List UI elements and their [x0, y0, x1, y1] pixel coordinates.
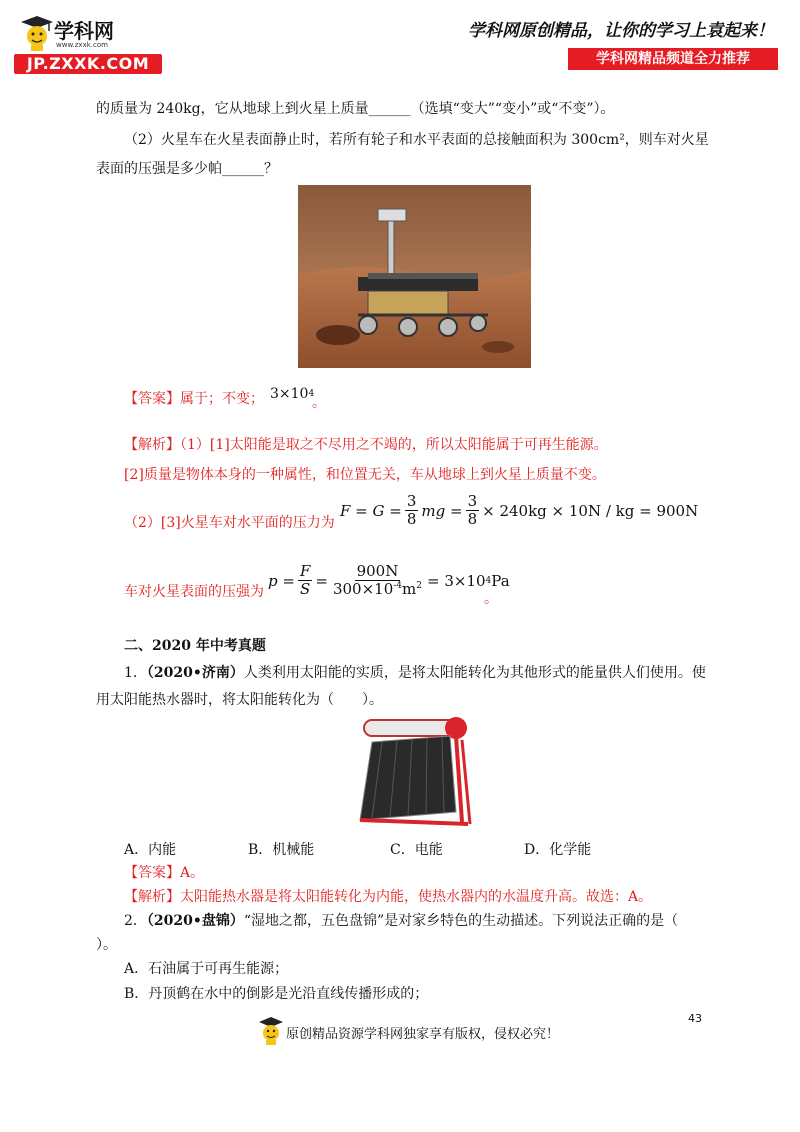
site-logo: [14, 14, 164, 74]
q2-option-b: B．丹顶鹤在水中的倒影是光沿直线传播形成的；: [124, 986, 429, 1002]
text-line: ）。: [96, 937, 117, 953]
channel-badge: 学科网精品频道全力推荐: [568, 48, 778, 70]
section-title: 二、2020 年中考真题: [124, 638, 266, 654]
formula-rest: × 240kg × 10N / kg = 900N: [482, 501, 699, 520]
logo-url: www.zxxk.com: [56, 41, 108, 49]
answer-end: 。: [312, 395, 326, 411]
analysis-line: （2）[3]火星车对水平面的压力为: [124, 515, 335, 531]
formula-eq: =: [315, 571, 328, 590]
analysis-line: [2]质量是物体本身的一种属性，和位置无关，车从地球上到火星上质量不变。: [124, 467, 606, 483]
option-c: C．电能: [390, 842, 443, 858]
answer-formula: [270, 386, 314, 402]
mascot-icon: [258, 1016, 284, 1046]
formula-force: [340, 493, 698, 529]
q2-option-a: A．石油属于可再生能源；: [124, 961, 289, 977]
page-number: 43: [688, 1012, 702, 1025]
text-line: （2）火星车在火星表面静止时，若所有轮子和水平表面的总接触面积为 300cm²，则车对火星: [124, 132, 709, 148]
q1-answer: 【答案】A。: [124, 865, 205, 881]
mars-rover-image: [298, 185, 531, 368]
analysis-line: 【解析】（1）[1]太阳能是取之不尽用之不竭的，所以太阳能属于可再生能源。: [124, 437, 608, 453]
formula-lhs: F = G =: [340, 501, 402, 520]
text-line: 表面的压强是多少帕______？: [96, 161, 278, 177]
question-source: （2020•盘锦）: [146, 913, 244, 929]
fraction: $\frac{900N}{300\times 10^{-4}m^2}$: [332, 562, 422, 599]
logo-badge: JP.ZXXK.COM: [14, 54, 162, 74]
formula-pressure: p = $\frac{F}{S}$ = $\frac{900N}{300\times 10^{-4}m^2}$ = 3×10 4 Pa: [268, 562, 510, 599]
answer-exponent: 4: [308, 389, 315, 399]
text-line: 用太阳能热水器时，将太阳能转化为（ ）。: [96, 692, 383, 708]
formula-result: = 3×10: [427, 571, 486, 590]
question-source: （2020•济南）: [146, 665, 244, 681]
fraction: $\frac{F}{S}$: [299, 562, 311, 599]
fraction: $\frac{3}{8}$: [406, 492, 417, 529]
question-2: 2．（2020•盘锦）“湿地之都，五色盘锦”是对家乡特色的生动描述。下列说法正确的是（: [124, 913, 679, 929]
answer-value: 3×10: [270, 386, 309, 402]
analysis-end: 。: [484, 591, 498, 607]
formula-p: p =: [268, 571, 295, 590]
question-1: 1．（2020•济南）人类利用太阳能的实质，是将太阳能转化为其他形式的能量供人们使用。使: [124, 665, 706, 681]
option-b: B．机械能: [248, 842, 315, 858]
analysis-line: 车对火星表面的压强为: [124, 584, 264, 600]
option-a: A．内能: [124, 842, 177, 858]
q1-analysis: 【解析】太阳能热水器是将太阳能转化为内能，使热水器内的水温度升高。故选：A。: [124, 889, 653, 905]
solar-water-heater-image: [352, 712, 476, 832]
mascot-icon: [20, 14, 54, 52]
header-slogan: 学科网原创精品，让你的学习上袁起来！: [468, 21, 774, 41]
text-line: 的质量为 240kg，它从地球上到火星上质量______（选填“变大”“变小”或“不变”）。: [96, 101, 615, 117]
formula-mg: mg =: [421, 501, 463, 520]
fraction: $\frac{3}{8}$: [467, 492, 478, 529]
logo-name: 学科网: [54, 19, 114, 43]
copyright-notice: 原创精品资源学科网独家享有版权，侵权必究！: [286, 1027, 560, 1042]
answer-label: 【答案】属于；不变；: [124, 391, 264, 407]
option-d: D．化学能: [524, 842, 592, 858]
